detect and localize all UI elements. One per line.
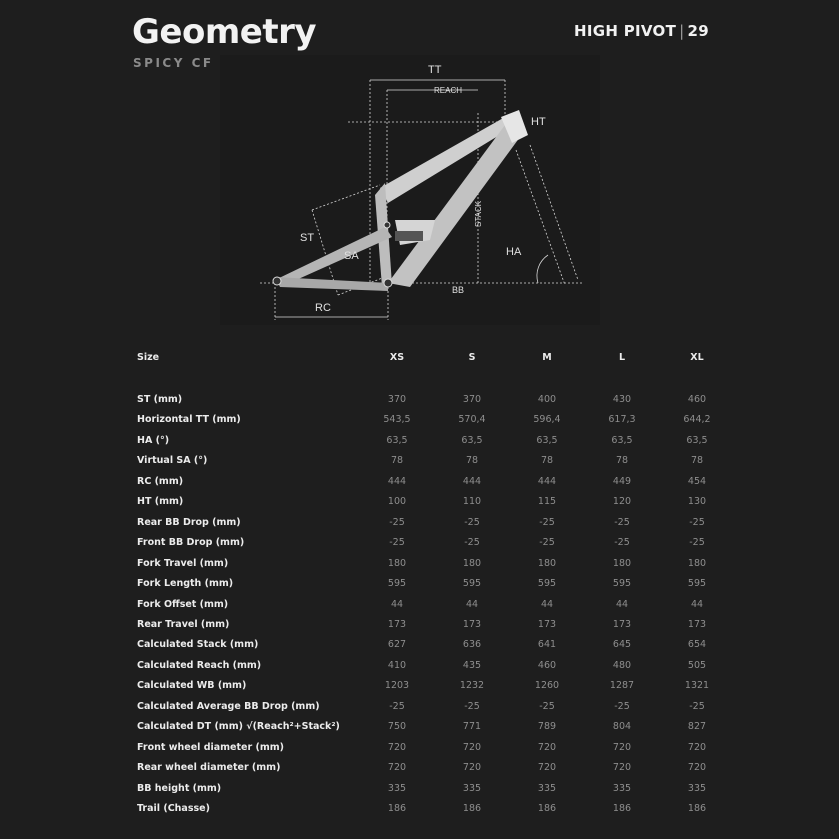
- table-cell: 505: [687, 659, 707, 671]
- table-cell: 335: [537, 782, 557, 794]
- table-cell: 644,2: [683, 414, 711, 426]
- table-cell: 460: [537, 659, 557, 671]
- table-cell: 720: [687, 762, 707, 774]
- table-cell: 480: [612, 659, 632, 671]
- table-cell: 430: [612, 394, 632, 405]
- table-row: [137, 455, 737, 469]
- table-cell: 654: [687, 639, 707, 651]
- row-label: Horizontal TT (mm): [137, 414, 241, 426]
- table-cell: -25: [464, 537, 480, 549]
- table-cell: 180: [687, 557, 707, 569]
- row-label: Calculated DT (mm) √(Reach²+Stack²): [137, 721, 340, 733]
- table-cell: -25: [389, 700, 405, 712]
- table-cell: 173: [612, 618, 632, 630]
- main-pivot: [384, 222, 390, 228]
- row-label: Rear Travel (mm): [137, 618, 230, 630]
- table-cell: 186: [687, 803, 707, 814]
- row-label: Fork Travel (mm): [137, 557, 229, 569]
- table-cell: 1203: [384, 680, 410, 692]
- table-cell: 173: [462, 618, 482, 630]
- table-cell: 596,4: [533, 414, 561, 426]
- table-cell: 173: [537, 618, 557, 630]
- table-row: [137, 639, 737, 653]
- table-cell: 595: [687, 578, 707, 590]
- frame-diagram-svg: [220, 55, 600, 325]
- bb-pivot: [384, 279, 392, 287]
- shock-body: [395, 231, 423, 241]
- table-cell: 186: [612, 803, 632, 814]
- badge-platform: HIGH PIVOT: [574, 22, 677, 40]
- row-label: Calculated Reach (mm): [137, 659, 262, 671]
- table-cell: 370: [387, 394, 407, 405]
- table-row: [137, 701, 737, 715]
- label-sa: SA: [344, 250, 359, 262]
- table-cell: 78: [540, 455, 554, 467]
- table-row: [137, 414, 737, 428]
- table-cell: 410: [387, 659, 407, 671]
- row-label: Rear wheel diameter (mm): [137, 762, 281, 774]
- table-cell: 595: [612, 578, 632, 590]
- row-label: Trail (Chasse): [137, 803, 210, 814]
- table-cell: 771: [462, 721, 482, 733]
- table-cell: 435: [462, 659, 482, 671]
- table-cell: 827: [687, 721, 707, 733]
- table-cell: 63,5: [611, 434, 633, 446]
- table-cell: 641: [537, 639, 557, 651]
- bike-frame: [273, 110, 528, 291]
- row-label: Calculated WB (mm): [137, 680, 247, 692]
- table-cell: 335: [687, 782, 707, 794]
- table-cell: 186: [387, 803, 407, 814]
- table-row: [137, 783, 737, 797]
- table-cell: 63,5: [686, 434, 708, 446]
- table-cell: 1232: [459, 680, 485, 692]
- table-cell: 78: [615, 455, 629, 467]
- table-cell: 186: [537, 803, 557, 814]
- table-cell: 63,5: [461, 434, 483, 446]
- row-label: Front wheel diameter (mm): [137, 741, 284, 753]
- table-row: [137, 660, 737, 674]
- table-cell: 63,5: [386, 434, 408, 446]
- table-cell: 180: [537, 557, 557, 569]
- table-cell: 720: [687, 741, 707, 753]
- chain-stay: [275, 277, 388, 291]
- table-cell: 44: [390, 598, 404, 610]
- seat-stay: [275, 227, 392, 285]
- table-row: [137, 496, 737, 510]
- table-cell: -25: [539, 516, 555, 528]
- table-cell: -25: [689, 537, 705, 549]
- table-cell: 78: [690, 455, 704, 467]
- row-label: RC (mm): [137, 475, 184, 487]
- size-column-header: M: [542, 352, 552, 363]
- label-rc: RC: [315, 302, 331, 314]
- table-cell: 78: [465, 455, 479, 467]
- table-cell: 173: [687, 618, 707, 630]
- row-label: Front BB Drop (mm): [137, 537, 245, 549]
- table-cell: 720: [462, 762, 482, 774]
- table-cell: 444: [387, 475, 407, 487]
- table-cell: -25: [464, 700, 480, 712]
- rear-axle: [273, 277, 281, 285]
- row-label: HA (°): [137, 434, 170, 446]
- size-header: Size: [137, 352, 160, 363]
- table-row: [137, 394, 737, 408]
- table-cell: 454: [687, 475, 707, 487]
- table-cell: 120: [612, 496, 632, 508]
- table-cell: 335: [462, 782, 482, 794]
- table-cell: 750: [387, 721, 407, 733]
- label-st: ST: [300, 232, 315, 244]
- table-cell: 186: [462, 803, 482, 814]
- row-label: ST (mm): [137, 394, 183, 405]
- row-label: Virtual SA (°): [137, 455, 208, 467]
- table-cell: 400: [537, 394, 557, 405]
- geometry-diagram: [220, 55, 600, 325]
- label-tt: TT: [428, 64, 442, 76]
- table-row: [137, 742, 737, 756]
- table-row: [137, 558, 737, 572]
- table-row: [137, 721, 737, 735]
- table-cell: 1321: [684, 680, 710, 692]
- table-cell: 335: [612, 782, 632, 794]
- row-label: Fork Offset (mm): [137, 598, 229, 610]
- table-cell: 1260: [534, 680, 560, 692]
- table-cell: 595: [537, 578, 557, 590]
- size-column-header: XL: [690, 352, 704, 363]
- table-cell: 44: [615, 598, 629, 610]
- model-subtitle: SPICY CF: [133, 56, 214, 70]
- row-label: BB height (mm): [137, 782, 222, 794]
- table-cell: 720: [537, 762, 557, 774]
- label-stack: STACK: [474, 200, 483, 227]
- table-cell: 110: [462, 496, 482, 508]
- size-column-header: XS: [389, 352, 405, 363]
- table-row: [137, 537, 737, 551]
- size-column-header: L: [618, 352, 626, 363]
- table-header-row: [137, 352, 737, 366]
- table-cell: -25: [689, 700, 705, 712]
- table-cell: 720: [537, 741, 557, 753]
- table-cell: 180: [387, 557, 407, 569]
- row-label: HT (mm): [137, 496, 184, 508]
- badge-separator: |: [679, 22, 685, 40]
- table-row: [137, 599, 737, 613]
- row-label: Fork Length (mm): [137, 578, 234, 590]
- table-row: [137, 619, 737, 633]
- ha-guide-a: [516, 150, 565, 285]
- table-cell: 720: [387, 762, 407, 774]
- platform-badge: [574, 22, 709, 40]
- table-cell: 804: [612, 721, 632, 733]
- badge-wheel-size: 29: [687, 22, 709, 40]
- table-cell: -25: [614, 516, 630, 528]
- table-cell: -25: [389, 537, 405, 549]
- table-row: [137, 476, 737, 490]
- table-cell: -25: [614, 537, 630, 549]
- table-cell: 595: [387, 578, 407, 590]
- table-cell: 720: [462, 741, 482, 753]
- table-cell: -25: [689, 516, 705, 528]
- table-cell: 720: [387, 741, 407, 753]
- table-cell: 444: [537, 475, 557, 487]
- table-cell: 130: [687, 496, 707, 508]
- row-label: Calculated Stack (mm): [137, 639, 259, 651]
- table-row: [137, 578, 737, 592]
- table-cell: 617,3: [608, 414, 636, 426]
- table-cell: 63,5: [536, 434, 558, 446]
- table-row: [137, 762, 737, 776]
- table-cell: -25: [614, 700, 630, 712]
- table-cell: 570,4: [458, 414, 486, 426]
- ha-arc: [537, 255, 548, 283]
- table-cell: 789: [537, 721, 557, 733]
- row-label: Calculated Average BB Drop (mm): [137, 700, 320, 712]
- label-bb: BB: [452, 285, 465, 295]
- page-title: Geometry: [132, 12, 316, 52]
- table-cell: 78: [390, 455, 404, 467]
- table-cell: 335: [387, 782, 407, 794]
- table-cell: 1287: [609, 680, 635, 692]
- label-ha: HA: [506, 246, 522, 258]
- table-cell: 720: [612, 762, 632, 774]
- table-row: [137, 517, 737, 531]
- table-cell: 595: [462, 578, 482, 590]
- table-row: [137, 435, 737, 449]
- table-row: [137, 680, 737, 694]
- table-cell: 44: [465, 598, 479, 610]
- table-row: [137, 803, 737, 817]
- table-cell: 636: [462, 639, 482, 651]
- table-cell: -25: [389, 516, 405, 528]
- table-cell: 100: [387, 496, 407, 508]
- size-column-header: S: [468, 352, 476, 363]
- table-cell: 444: [462, 475, 482, 487]
- table-cell: 645: [612, 639, 632, 651]
- row-label: Rear BB Drop (mm): [137, 516, 241, 528]
- table-cell: -25: [464, 516, 480, 528]
- ha-guide-b: [530, 145, 578, 280]
- table-cell: 180: [462, 557, 482, 569]
- table-cell: -25: [539, 700, 555, 712]
- table-cell: 115: [537, 496, 557, 508]
- table-cell: 449: [612, 475, 632, 487]
- table-cell: 543,5: [383, 414, 411, 426]
- table-cell: 173: [387, 618, 407, 630]
- table-cell: 44: [540, 598, 554, 610]
- table-cell: 370: [462, 394, 482, 405]
- table-cell: 627: [387, 639, 407, 651]
- table-cell: 460: [687, 394, 707, 405]
- label-reach: REACH: [434, 86, 463, 95]
- table-cell: 720: [612, 741, 632, 753]
- table-cell: 44: [690, 598, 704, 610]
- table-cell: -25: [539, 537, 555, 549]
- table-cell: 180: [612, 557, 632, 569]
- label-ht: HT: [531, 116, 546, 128]
